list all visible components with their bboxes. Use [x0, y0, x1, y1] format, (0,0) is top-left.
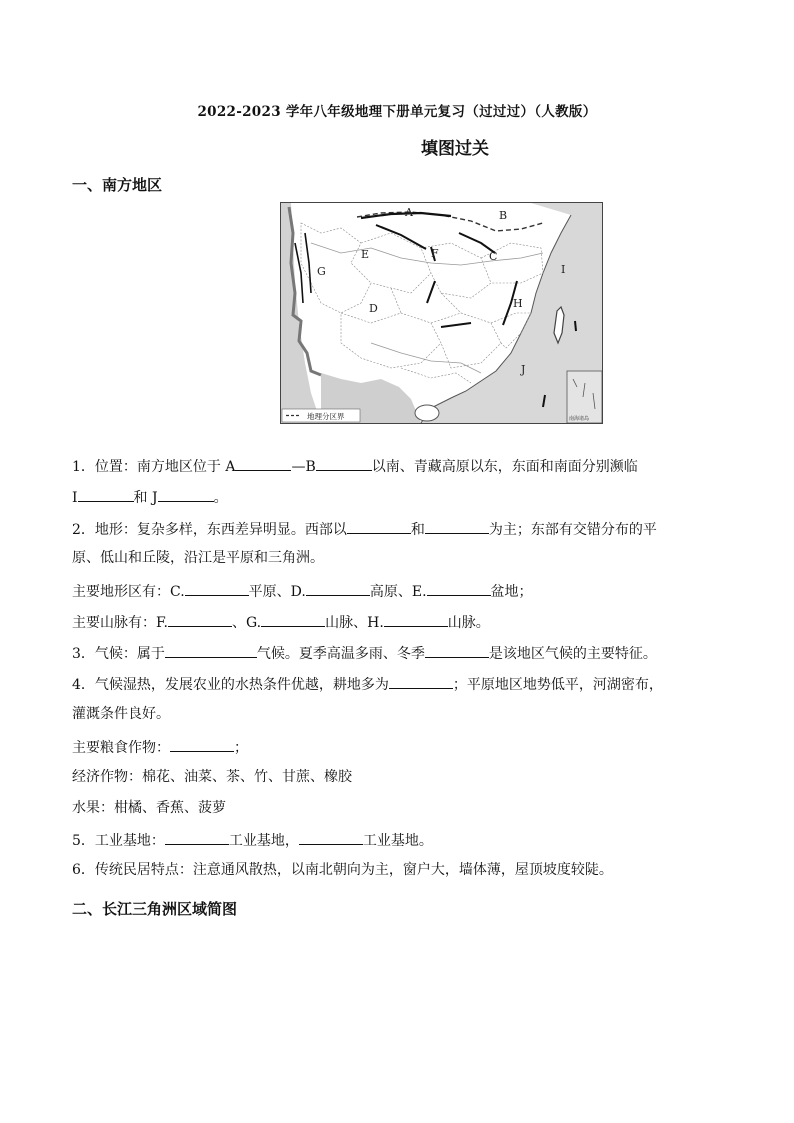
mountain-line-south: [441, 323, 471, 327]
map-label-e: E: [361, 248, 370, 261]
q1-text: 以南、青藏高原以东，东面和南面分别濒临: [371, 459, 638, 475]
landforms-text: 主要地形区有：C.: [72, 584, 185, 600]
blank-west-terrain-2[interactable]: [425, 518, 489, 534]
blank-climate[interactable]: [165, 642, 257, 658]
mountain-line-central: [427, 281, 435, 303]
mountains-text: 山脉。: [447, 615, 490, 631]
q5-text: 5．工业基地：: [72, 833, 165, 849]
landforms-text: 平原、D.: [248, 584, 306, 600]
mountain-line-g2: [305, 233, 311, 293]
blank-winter[interactable]: [425, 642, 489, 658]
blank-b[interactable]: [316, 455, 372, 471]
grain-crops-text: 主要粮食作物：: [72, 740, 170, 756]
blank-g-mountain[interactable]: [261, 611, 325, 627]
blank-grain-crop[interactable]: [170, 736, 234, 752]
section-heading-south: 一、南方地区: [72, 176, 163, 194]
mountains-text: 山脉、H.: [325, 615, 384, 631]
landforms-text: 盆地；: [490, 584, 533, 600]
south-region-map: [280, 202, 603, 424]
blank-i[interactable]: [78, 486, 134, 502]
cash-crops-line: 经济作物：棉花、油菜、茶、竹、甘蔗、橡胶: [72, 769, 352, 785]
fruits-line: 水果：柑橘、香蕉、菠萝: [72, 800, 226, 816]
question-5-line: [72, 829, 433, 851]
question-6-line: 6．传统民居特点：注意通风散热，以南北朝向为主，窗户大，墙体薄，屋顶坡度较陡。: [72, 862, 613, 878]
q2-text: 2．地形：复杂多样，东西差异明显。西部以: [72, 522, 347, 538]
map-label-b: B: [499, 209, 508, 222]
question-1-line-1: [72, 455, 638, 477]
map-label-h: H: [513, 297, 523, 310]
q1-text: I: [72, 490, 78, 506]
blank-j[interactable]: [158, 486, 214, 502]
map-drawing: [281, 203, 602, 423]
question-3-line: [72, 642, 657, 664]
q2-text: 原、低山和丘陵，沿江是平原和三角洲。: [72, 550, 324, 566]
q1-text: 1．位置：南方地区位于 A: [72, 459, 236, 475]
blank-c-plain[interactable]: [185, 580, 249, 596]
blank-h-mountain[interactable]: [384, 611, 448, 627]
q1-text: —B: [291, 459, 316, 475]
grain-crops-line: [72, 736, 248, 758]
document-title: 2022-2023 学年八年级地理下册单元复习（过过过）（人教版）: [197, 104, 597, 120]
q5-text: 工业基地。: [362, 833, 433, 849]
question-1-line-2: [72, 486, 228, 508]
question-2-line-2: [72, 548, 324, 568]
blank-d-plateau[interactable]: [306, 580, 370, 596]
map-label-a: A: [405, 206, 413, 219]
blank-f-mountain[interactable]: [168, 611, 232, 627]
mountains-text: 、G.: [231, 615, 262, 631]
q5-text: 工业基地，: [228, 833, 299, 849]
blank-west-terrain-1[interactable]: [347, 518, 411, 534]
map-label-i: I: [561, 263, 566, 276]
sea-marker: [575, 321, 576, 331]
legend-label: 地理分区界: [307, 412, 345, 421]
q2-text: 和: [410, 522, 425, 538]
blank-industry-2[interactable]: [299, 829, 363, 845]
map-label-d: D: [369, 302, 378, 315]
mountains-line: [72, 611, 490, 633]
landforms-line: [72, 580, 533, 602]
blank-industry-1[interactable]: [165, 829, 229, 845]
q4-text: 4．气候湿热，发展农业的水热条件优越，耕地多为: [72, 677, 389, 693]
map-label-f: F: [431, 247, 439, 260]
question-4-line-2: [72, 704, 170, 724]
inset-label: 南海诸岛: [569, 416, 590, 422]
q4-text: ；平原地区地势低平，河湖密布，: [452, 677, 663, 693]
q1-text: 。: [213, 490, 228, 506]
q2-text: 为主；东部有交错分布的平: [488, 522, 657, 538]
map-label-j: J: [521, 363, 526, 376]
blank-farmland[interactable]: [389, 673, 453, 689]
q3-text: 气候。夏季高温多雨、冬季: [256, 646, 425, 662]
blank-e-basin[interactable]: [427, 580, 491, 596]
mountains-text: 主要山脉有：F.: [72, 615, 168, 631]
mountain-line-f: [376, 225, 426, 249]
document-subtitle: 填图过关: [421, 139, 489, 159]
hainan-island: [415, 405, 439, 421]
question-4-line-1: [72, 673, 663, 695]
blank-a[interactable]: [235, 455, 291, 471]
q4-text: 灌溉条件良好。: [72, 706, 170, 722]
map-label-c: C: [489, 250, 498, 263]
grain-crops-text: ；: [234, 740, 248, 756]
q3-text: 是该地区气候的主要特征。: [488, 646, 657, 662]
q1-text: 和 J: [133, 490, 158, 506]
section-heading-yangtze-delta: 二、长江三角洲区域简图: [72, 900, 238, 918]
map-label-g: G: [317, 265, 326, 278]
question-2-line-1: [72, 518, 657, 540]
q3-text: 3．气候：属于: [72, 646, 165, 662]
landforms-text: 高原、E.: [369, 584, 427, 600]
